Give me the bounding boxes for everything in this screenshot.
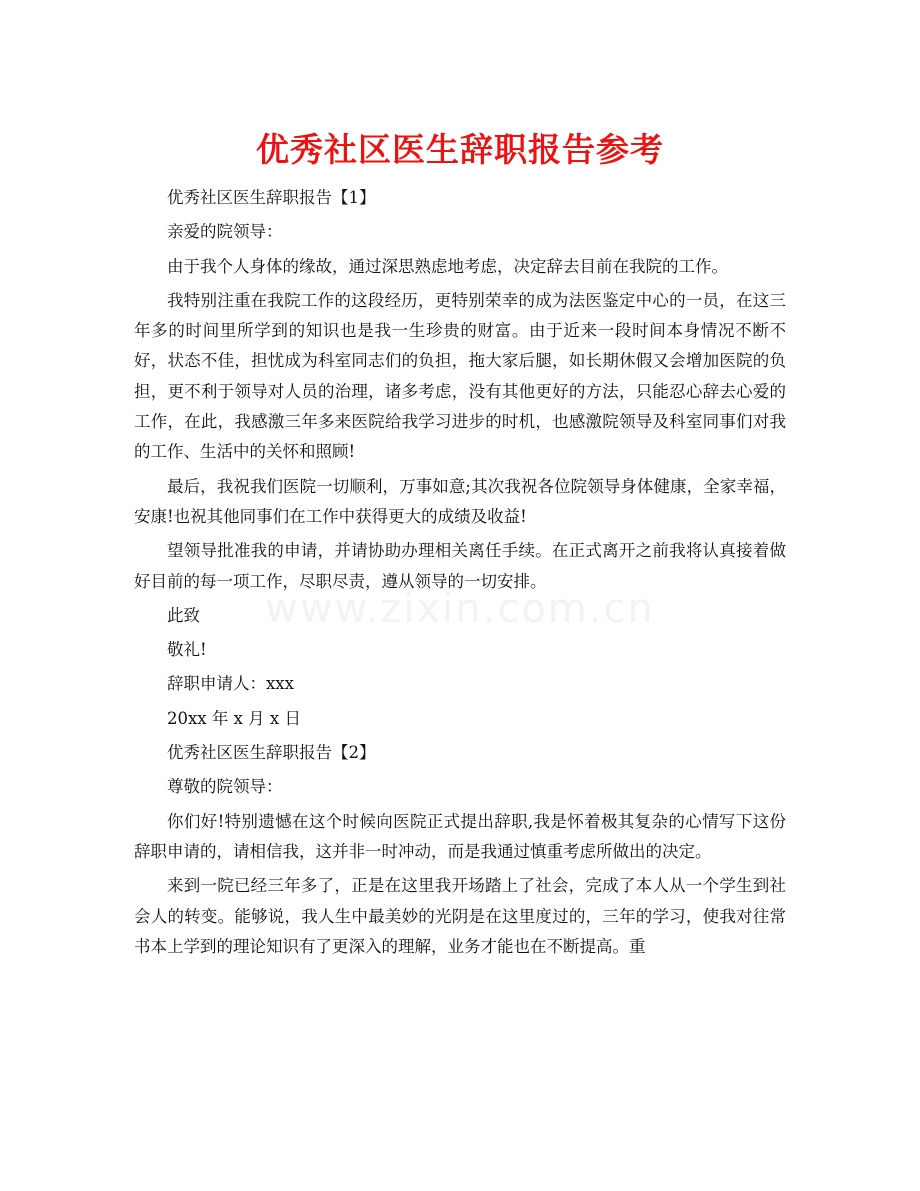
paragraph: 我特别注重在我院工作的这段经历，更特别荣幸的成为法医鉴定中心的一员，在这三年多的时间里所学到的知识也是我一生珍贵的财富。由于近来一段时间本身情况不断不好，状态不佳，担忧成为科室同志们的负担，拖大家后腿，如长期休假又会增加医院的负担，更不利于领导对人员的治理，诸多考虑，没有其他更好的方法，只能忍心辞去心爱的工作，在此，我感激三年多来医院给我学习进步的时机，也感激院领导及科室同事们对我的工作、生活中的关怀和照顾! (134, 290, 786, 462)
paragraph: 望领导批准我的申请，并请协助办理相关离任手续。在正式离开之前我将认真接着做好目前的每一项工作，尽职尽责，遵从领导的一切安排。 (134, 541, 786, 591)
document-body (134, 183, 786, 966)
paragraph: 你们好!特别遗憾在这个时候向医院正式提出辞职,我是怀着极其复杂的心情写下这份辞职申请的，请相信我，这并非一时冲动，而是我通过慎重考虑所做出的决定。 (134, 811, 786, 861)
paragraph: 最后，我祝我们医院一切顺利，万事如意;其次我祝各位院领导身体健康，全家幸福，安康!也祝其他同事们在工作中获得更大的成绩及收益! (134, 476, 786, 526)
paragraph: 由于我个人身体的缘故，通过深思熟虑地考虑，决定辞去目前在我院的工作。 (167, 256, 728, 276)
paragraph: 来到一院已经三年多了，正是在这里我开场踏上了社会，完成了本人从一个学生到社会人的转变。能够说，我人生中最美妙的光阴是在这里度过的，三年的学习，使我对往常书本上学到的理论知识有了更深入的理解，业务才能也在不断提高。重 (134, 876, 786, 956)
paragraph: 优秀社区医生辞职报告【1】 (167, 188, 376, 207)
document-title: 优秀社区医生辞职报告参考 (256, 130, 664, 169)
paragraph: 20xx 年 x 月 x 日 (167, 708, 301, 728)
paragraph: 优秀社区医生辞职报告【2】 (167, 743, 376, 763)
paragraph: 尊敬的院领导： (167, 777, 283, 797)
paragraph: 此致 (167, 605, 200, 625)
paragraph: 敬礼! (167, 640, 207, 660)
paragraph: 辞职申请人：xxx (167, 674, 294, 694)
watermark: www.zixin.com.cn (265, 586, 655, 632)
paragraph: 亲爱的院领导： (167, 222, 283, 242)
